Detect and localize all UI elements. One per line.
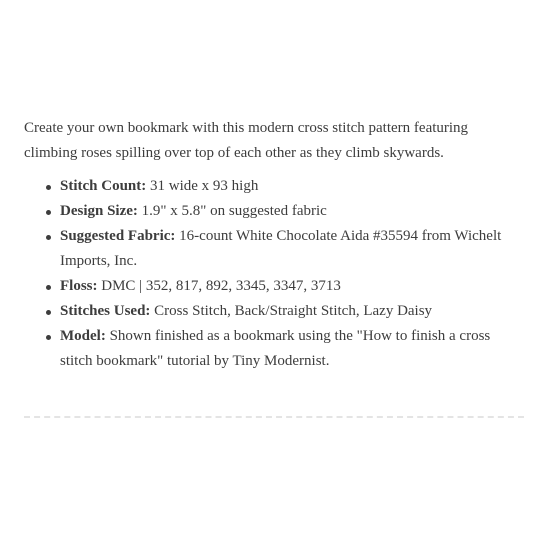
pattern-details-list [24,174,524,374]
detail-value: DMC | 352, 817, 892, 3345, 3347, 3713 [97,278,341,294]
detail-value: 31 wide x 93 high [146,178,259,194]
product-description [24,116,524,374]
detail-value: Shown finished as a bookmark using the "How to finish a cross stitch bookmark" tutorial by Tiny Modernist. [60,328,491,369]
detail-label: Floss: [60,278,98,294]
detail-floss [60,274,524,299]
detail-stitches-used [60,299,524,324]
detail-value: 16-count White Chocolate Aida #35594 from Wichelt Imports, Inc. [60,228,502,269]
detail-label: Stitch Count: [60,178,147,194]
detail-suggested-fabric [60,224,524,274]
detail-value: 1.9" x 5.8" on suggested fabric [137,203,327,219]
detail-label: Design Size: [60,203,138,219]
detail-label: Stitches Used: [60,303,151,319]
detail-label: Model: [60,328,106,344]
section-divider [24,416,524,418]
detail-design-size [60,199,524,224]
detail-label: Suggested Fabric: [60,228,176,244]
detail-model [60,324,524,374]
detail-value: Cross Stitch, Back/Straight Stitch, Lazy Daisy [150,303,433,319]
description-intro: Create your own bookmark with this modern cross stitch pattern featuring climbing roses spilling over top of each other as they climb skywards. [24,120,469,161]
detail-stitch-count [60,174,524,199]
